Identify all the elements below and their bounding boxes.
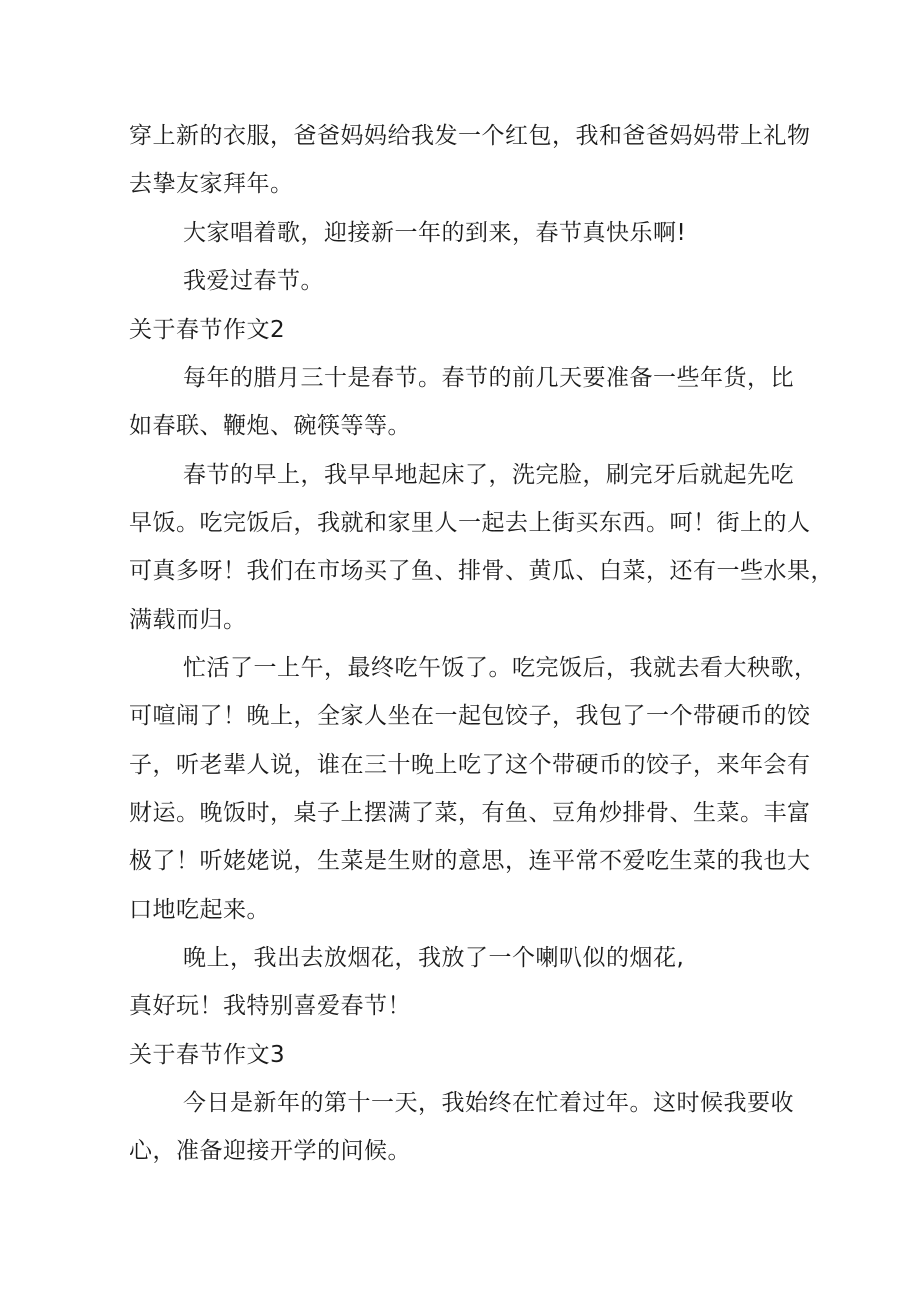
paragraph-line: 满载而归。: [129, 607, 247, 633]
paragraph-line: 忙活了一上午，最终吃午饭了。吃完饭后，我就去看大秧歌，: [183, 655, 818, 681]
paragraph-line: 财运。晚饭时，桌子上摆满了菜，有鱼、豆角炒排骨、生菜。丰富: [129, 800, 811, 826]
paragraph-line: 可真多呀！我们在市场买了鱼、排骨、黄瓜、白菜，还有一些水果，: [129, 558, 834, 584]
paragraph-line: 极了！听姥姥说，生菜是生财的意思，连平常不爱吃生菜的我也大: [129, 848, 811, 874]
paragraph-line: 今日是新年的第十一天，我始终在忙着过年。这时候我要收: [183, 1090, 794, 1116]
paragraph-line: 大家唱着歌，迎接新一年的到来，春节真快乐啊!: [183, 220, 687, 246]
paragraph-line: 如春联、鞭炮、碗筷等等。: [129, 413, 411, 439]
paragraph-line: 子，听老辈人说，谁在三十晚上吃了这个带硬币的饺子，来年会有: [129, 752, 811, 778]
paragraph-line: 去挚友家拜年。: [129, 171, 294, 197]
paragraph-line: 口地吃起来。: [129, 897, 270, 923]
paragraph-line: 可喧闹了！晚上，全家人坐在一起包饺子，我包了一个带硬币的饺: [129, 703, 811, 729]
paragraph-line: 穿上新的衣服，爸爸妈妈给我发一个红包，我和爸爸妈妈带上礼物: [129, 123, 811, 149]
essay-heading: 关于春节作文2: [129, 317, 286, 343]
paragraph-line: 我爱过春节。: [183, 268, 324, 294]
paragraph-line: 早饭。吃完饭后，我就和家里人一起去上街买东西。呵！街上的人: [129, 510, 811, 536]
paragraph-line: 春节的早上，我早早地起床了，洗完脸，刷完牙后就起先吃: [183, 462, 794, 488]
paragraph-line: 真好玩！我特别喜爱春节！: [129, 993, 411, 1019]
paragraph-line: 晚上，我出去放烟花，我放了一个喇叭似的烟花,: [183, 945, 685, 971]
paragraph-line: 每年的腊月三十是春节。春节的前几天要准备一些年货，比: [183, 365, 794, 391]
essay-heading: 关于春节作文3: [129, 1042, 286, 1068]
paragraph-line: 心，准备迎接开学的问候。: [129, 1138, 411, 1164]
